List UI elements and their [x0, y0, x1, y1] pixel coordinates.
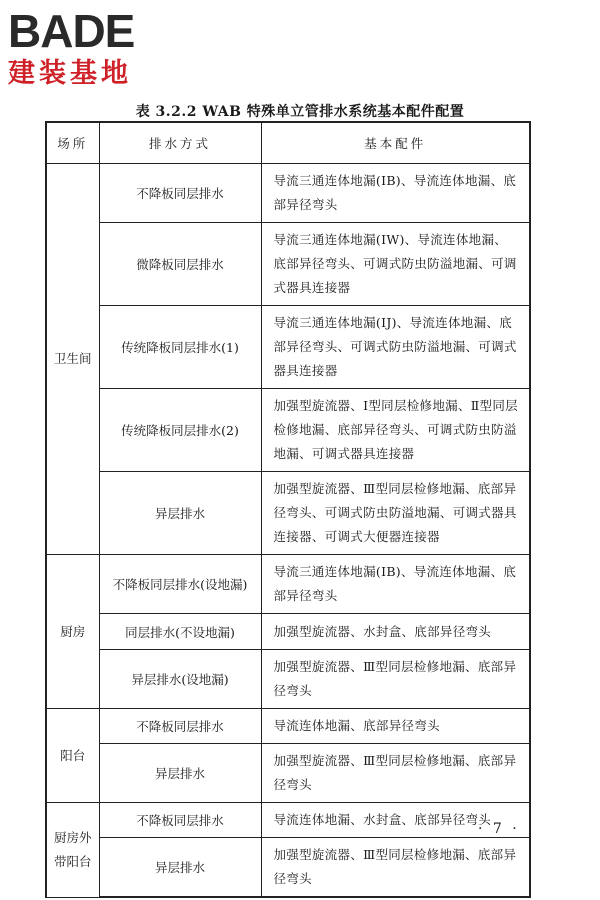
header-place: 场所	[46, 122, 99, 164]
parts-cell: 加强型旋流器、Ⅰ型同层检修地漏、Ⅱ型同层检修地漏、底部异径弯头、可调式防虫防溢地漏、可调式器具连接器	[261, 389, 530, 472]
method-cell: 异层排水	[99, 838, 261, 898]
parts-cell: 加强型旋流器、Ⅲ型同层检修地漏、底部异径弯头	[261, 650, 530, 709]
parts-cell: 加强型旋流器、Ⅲ型同层检修地漏、底部异径弯头	[261, 744, 530, 803]
table-row	[46, 838, 530, 898]
parts-cell: 加强型旋流器、Ⅲ型同层检修地漏、底部异径弯头	[261, 838, 530, 898]
method-cell: 同层排水(不设地漏)	[99, 614, 261, 650]
method-cell: 不降板同层排水	[99, 709, 261, 744]
table-row	[46, 709, 530, 744]
place-cell: 卫生间	[46, 164, 99, 555]
table-row	[46, 744, 530, 803]
parts-cell: 导流三通连体地漏(IB)、导流连体地漏、底部异径弯头	[261, 164, 530, 223]
method-cell: 不降板同层排水	[99, 164, 261, 223]
parts-cell: 加强型旋流器、水封盒、底部异径弯头	[261, 614, 530, 650]
parts-cell: 导流三通连体地漏(IJ)、导流连体地漏、底部异径弯头、可调式防虫防溢地漏、可调式器具连接器	[261, 306, 530, 389]
method-cell: 异层排水	[99, 472, 261, 555]
logo-chinese-name: 建装基地	[8, 58, 132, 89]
brand-logo	[8, 6, 178, 90]
place-cell: 厨房	[46, 555, 99, 709]
place-cell: 厨房外带阳台	[46, 803, 99, 898]
page-number: · 7 ·	[478, 821, 520, 837]
fittings-config-table	[45, 121, 531, 898]
table-header-row	[46, 122, 530, 164]
table-row	[46, 472, 530, 555]
logo-wordmark: BADE	[8, 5, 135, 57]
method-cell: 传统降板同层排水(1)	[99, 306, 261, 389]
table-row	[46, 555, 530, 614]
method-cell: 异层排水	[99, 744, 261, 803]
table-row	[46, 614, 530, 650]
method-cell: 不降板同层排水	[99, 803, 261, 838]
table-row	[46, 223, 530, 306]
method-cell: 微降板同层排水	[99, 223, 261, 306]
parts-cell: 导流三通连体地漏(IW)、导流连体地漏、底部异径弯头、可调式防虫防溢地漏、可调式器具连接器	[261, 223, 530, 306]
header-basic-fittings: 基本配件	[261, 122, 530, 164]
table-row	[46, 803, 530, 838]
method-cell: 传统降板同层排水(2)	[99, 389, 261, 472]
parts-cell: 加强型旋流器、Ⅲ型同层检修地漏、底部异径弯头、可调式防虫防溢地漏、可调式器具连接器、可调式大便器连接器	[261, 472, 530, 555]
table-caption: 表 3.2.2 WAB 特殊单立管排水系统基本配件配置	[135, 104, 465, 120]
table-row	[46, 306, 530, 389]
header-drainage-method: 排水方式	[99, 122, 261, 164]
parts-cell: 导流连体地漏、水封盒、底部异径弯头	[261, 803, 530, 838]
method-cell: 不降板同层排水(设地漏)	[99, 555, 261, 614]
method-cell: 异层排水(设地漏)	[99, 650, 261, 709]
table-row	[46, 164, 530, 223]
parts-cell: 导流三通连体地漏(IB)、导流连体地漏、底部异径弯头	[261, 555, 530, 614]
table-row	[46, 650, 530, 709]
place-cell: 阳台	[46, 709, 99, 803]
parts-cell: 导流连体地漏、底部异径弯头	[261, 709, 530, 744]
table-row	[46, 389, 530, 472]
